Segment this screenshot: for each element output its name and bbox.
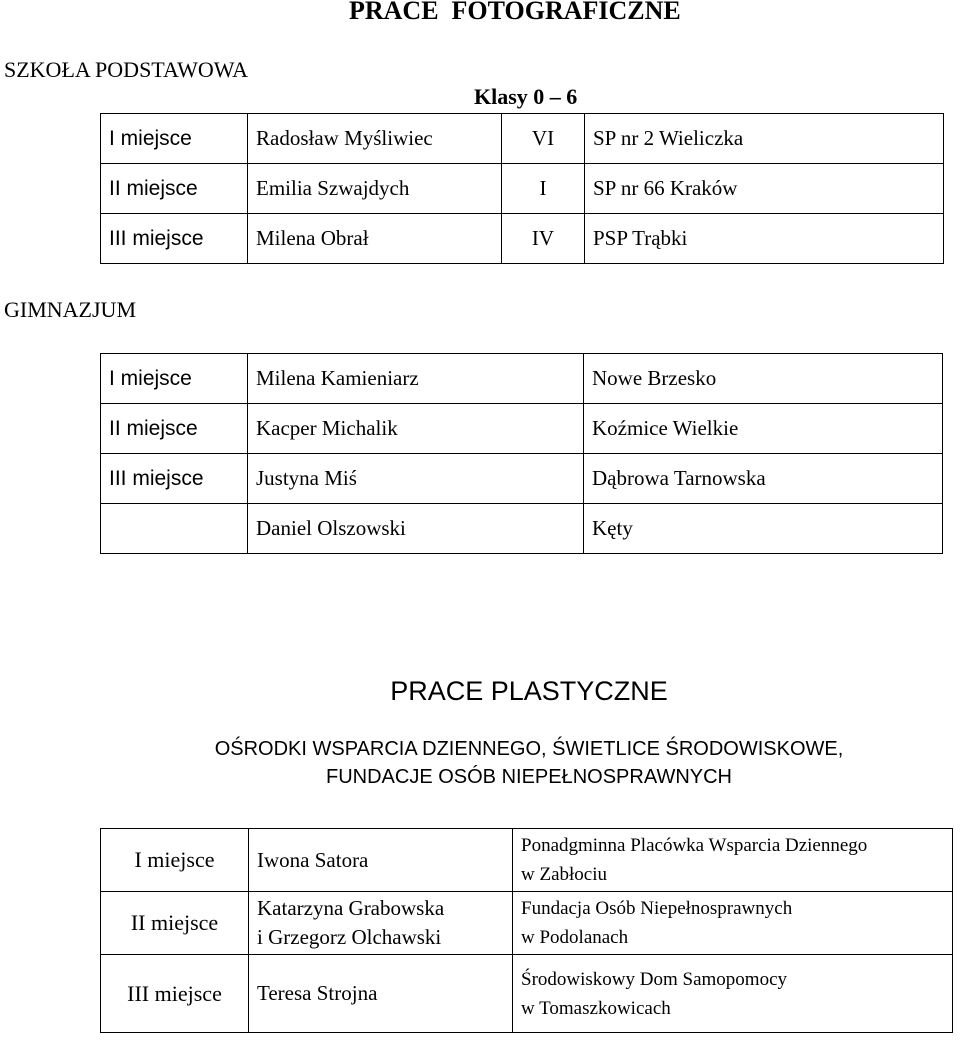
primary-school-results-table [100,113,944,264]
class-cell: VI [502,114,585,164]
page-title: PRACE FOTOGRAFICZNE [349,0,681,25]
name-cell: Kacper Michalik [248,404,584,454]
section-title-art-works: PRACE PLASTYCZNE [390,676,668,706]
section-subtitle-line-1: OŚRODKI WSPARCIA DZIENNEGO, ŚWIETLICE ŚRODOWISKOWE, [214,738,844,760]
table-row [101,164,944,214]
place-cell: I miejsce [101,114,248,164]
table-row [101,404,943,454]
name-cell [249,892,513,955]
place-cell: III miejsce [101,454,248,504]
name-cell [249,829,513,892]
school-cell: SP nr 66 Kraków [585,164,944,214]
organization-line: Fundacja Osób Niepełnosprawnych [521,898,793,919]
place-cell: I miejsce [101,354,248,404]
place-cell: I miejsce [101,829,249,892]
place-cell [101,504,248,554]
table-row [101,829,953,892]
name-cell: Milena Obrał [248,214,502,264]
table-row [101,214,944,264]
organization-line: Środowiskowy Dom Samopomocy [521,968,787,990]
art-works-results-table [100,828,953,1033]
name-line: i Grzegorz Olchawski [257,925,442,949]
name-cell [249,955,513,1033]
name-line: Teresa Strojna [257,981,378,1005]
table-row [101,504,943,554]
table-row [101,354,943,404]
name-cell: Radosław Myśliwiec [248,114,502,164]
place-cell: II miejsce [101,892,249,955]
name-cell: Milena Kamieniarz [248,354,584,404]
organization-cell [513,955,953,1033]
school-cell: SP nr 2 Wieliczka [585,114,944,164]
organization-line: w Podolanach [521,927,629,948]
section-subtitle-line-2: FUNDACJE OSÓB NIEPEŁNOSPRAWNYCH [326,766,732,788]
organization-cell [513,892,953,955]
table-row [101,454,943,504]
place-cell: II miejsce [101,404,248,454]
organization-cell [513,829,953,892]
class-cell: I [502,164,585,214]
name-cell: Justyna Miś [248,454,584,504]
name-cell: Emilia Szwajdych [248,164,502,214]
table-row [101,114,944,164]
school-cell: Kęty [584,504,943,554]
class-cell: IV [502,214,585,264]
organization-line: w Tomaszkowicach [521,997,671,1019]
school-cell: PSP Trąbki [585,214,944,264]
name-line: Katarzyna Grabowska [257,896,445,920]
section-label-primary-school: SZKOŁA PODSTAWOWA [4,57,248,82]
name-cell: Daniel Olszowski [248,504,584,554]
place-cell: II miejsce [101,164,248,214]
table-row [101,955,953,1033]
name-line: Iwona Satora [257,847,369,872]
section-label-middle-school: GIMNAZJUM [4,297,136,322]
section-subtitle-classes: Klasy 0 – 6 [474,84,578,109]
place-cell: III miejsce [101,955,249,1033]
school-cell: Nowe Brzesko [584,354,943,404]
organization-line: w Zabłociu [521,864,608,885]
place-cell: III miejsce [101,214,248,264]
school-cell: Dąbrowa Tarnowska [584,454,943,504]
table-row [101,892,953,955]
middle-school-results-table [100,353,943,554]
organization-line: Ponadgminna Placówka Wsparcia Dziennego [521,835,868,856]
school-cell: Koźmice Wielkie [584,404,943,454]
